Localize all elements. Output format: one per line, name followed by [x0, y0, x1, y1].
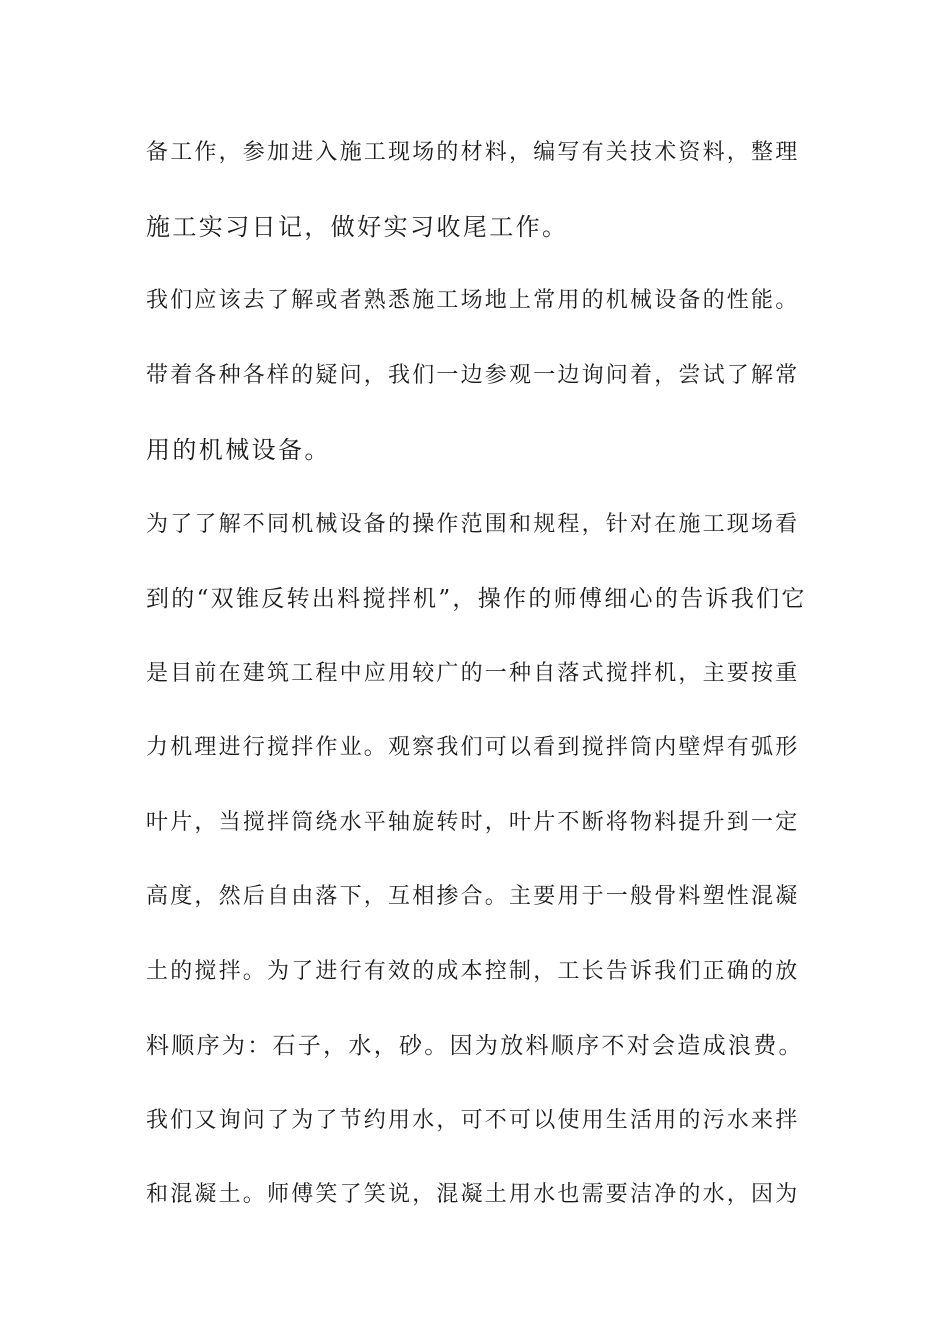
text-line: 力机理进行搅拌作业。观察我们可以看到搅拌筒内壁焊有弧形: [146, 735, 800, 760]
text-line: 备工作，参加进入施工现场的材料，编写有关技术资料，整理: [146, 140, 800, 165]
text-line: 土的搅拌。为了进行有效的成本控制，工长告诉我们正确的放: [146, 959, 800, 984]
text-line: 是目前在建筑工程中应用较广的一种自落式搅拌机，主要按重: [146, 661, 800, 686]
text-line: 我们应该去了解或者熟悉施工场地上常用的机械设备的性能。: [146, 288, 800, 313]
text-line: 为了了解不同机械设备的操作范围和规程，针对在施工现场看: [146, 512, 800, 537]
text-line: 叶片，当搅拌筒绕水平轴旋转时，叶片不断将物料提升到一定: [146, 810, 800, 835]
text-line: 和混凝土。师傅笑了笑说，混凝土用水也需要洁净的水，因为: [146, 1182, 800, 1207]
text-line: 我们又询问了为了节约用水，可不可以使用生活用的污水来拌: [146, 1108, 800, 1133]
text-line: 高度，然后自由落下，互相掺合。主要用于一般骨料塑性混凝: [146, 884, 800, 909]
text-line: 施工实习日记，做好实习收尾工作。: [146, 213, 569, 241]
text-line: 到的“双锥反转出料搅拌机”，操作的师傅细心的告诉我们它: [146, 586, 807, 612]
text-line: 用的机械设备。: [146, 436, 331, 464]
text-line: 料顺序为：石子，水，砂。因为放料顺序不对会造成浪费。: [146, 1033, 804, 1059]
text-line: 带着各种各样的疑问，我们一边参观一边询问着，尝试了解常: [146, 363, 800, 388]
